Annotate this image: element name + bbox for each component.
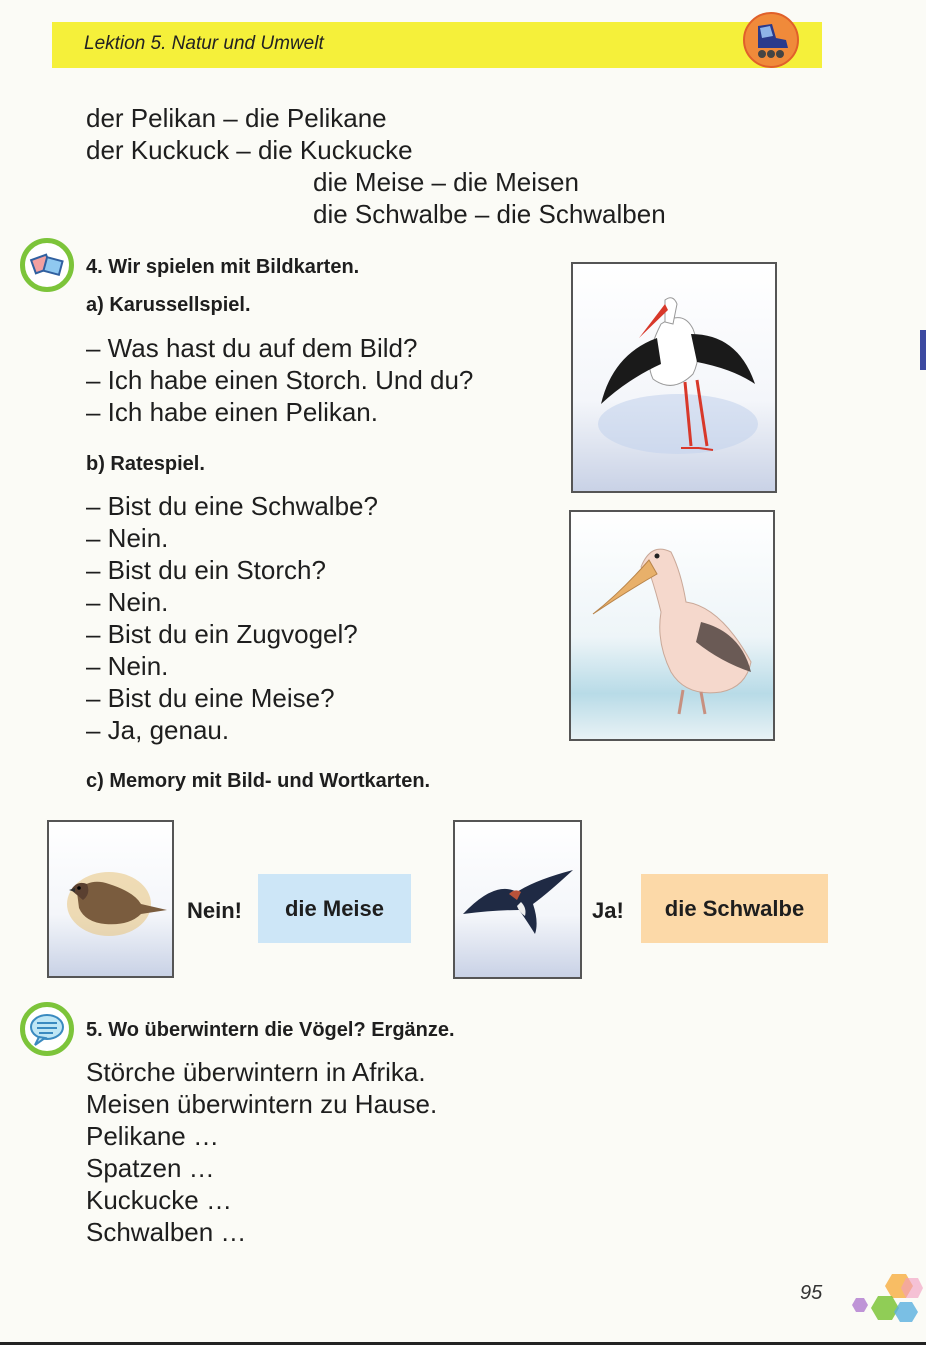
swallow-picture-card: [453, 820, 582, 979]
stork-picture-card: [571, 262, 777, 493]
hexagon-decoration: [842, 1268, 924, 1334]
dialogue-line: – Bist du eine Meise?: [86, 683, 335, 713]
memory-answer-yes: Ja!: [592, 898, 624, 923]
exercise-4b-title: b) Ratespiel.: [86, 453, 205, 475]
dialogue-line: – Ja, genau.: [86, 715, 230, 745]
speech-bubble-icon: [20, 1002, 74, 1056]
edge-strip: [920, 330, 926, 370]
vocab-line: der Kuckuck – die Kuckucke: [86, 135, 413, 165]
inline-skate-icon: [740, 10, 802, 70]
dialogue-line: – Nein.: [86, 587, 169, 617]
dialogue-line: – Bist du ein Storch?: [86, 555, 326, 585]
cards-icon: [20, 238, 74, 292]
dialogue-line: – Nein.: [86, 523, 169, 553]
exercise-5-title: 5. Wo überwintern die Vögel? Ergänze.: [86, 1019, 455, 1041]
word-card-meise: die Meise: [258, 874, 411, 943]
exercise-5-line: Kuckucke …: [86, 1185, 232, 1215]
dialogue-line: – Ich habe einen Storch. Und du?: [86, 365, 474, 395]
dialogue-line: – Ich habe einen Pelikan.: [86, 397, 378, 427]
exercise-4c-title: c) Memory mit Bild- und Wortkarten.: [86, 770, 431, 792]
page-number: 95: [800, 1282, 823, 1304]
dialogue-line: – Bist du ein Zugvogel?: [86, 619, 358, 649]
exercise-4-title: 4. Wir spielen mit Bildkarten.: [86, 256, 360, 278]
pelican-picture-card: [569, 510, 775, 741]
vocab-line: der Pelikan – die Pelikane: [86, 103, 387, 133]
exercise-5-line: Störche überwintern in Afrika.: [86, 1057, 426, 1087]
word-card-schwalbe: die Schwalbe: [641, 874, 828, 943]
sparrow-picture-card: [47, 820, 174, 978]
exercise-5-line: Spatzen …: [86, 1153, 215, 1183]
exercise-5-line: Pelikane …: [86, 1121, 219, 1151]
exercise-5-line: Meisen überwintern zu Hause.: [86, 1089, 438, 1119]
lesson-title: Lektion 5. Natur und Umwelt: [84, 33, 324, 54]
vocab-line: die Meise – die Meisen: [313, 167, 579, 197]
dialogue-line: – Nein.: [86, 651, 169, 681]
exercise-5-line: Schwalben …: [86, 1217, 247, 1247]
exercise-4a-title: a) Karussellspiel.: [86, 294, 251, 316]
memory-answer-no: Nein!: [187, 898, 242, 923]
dialogue-line: – Was hast du auf dem Bild?: [86, 333, 418, 363]
dialogue-line: – Bist du eine Schwalbe?: [86, 491, 378, 521]
vocab-line: die Schwalbe – die Schwalben: [313, 199, 666, 229]
